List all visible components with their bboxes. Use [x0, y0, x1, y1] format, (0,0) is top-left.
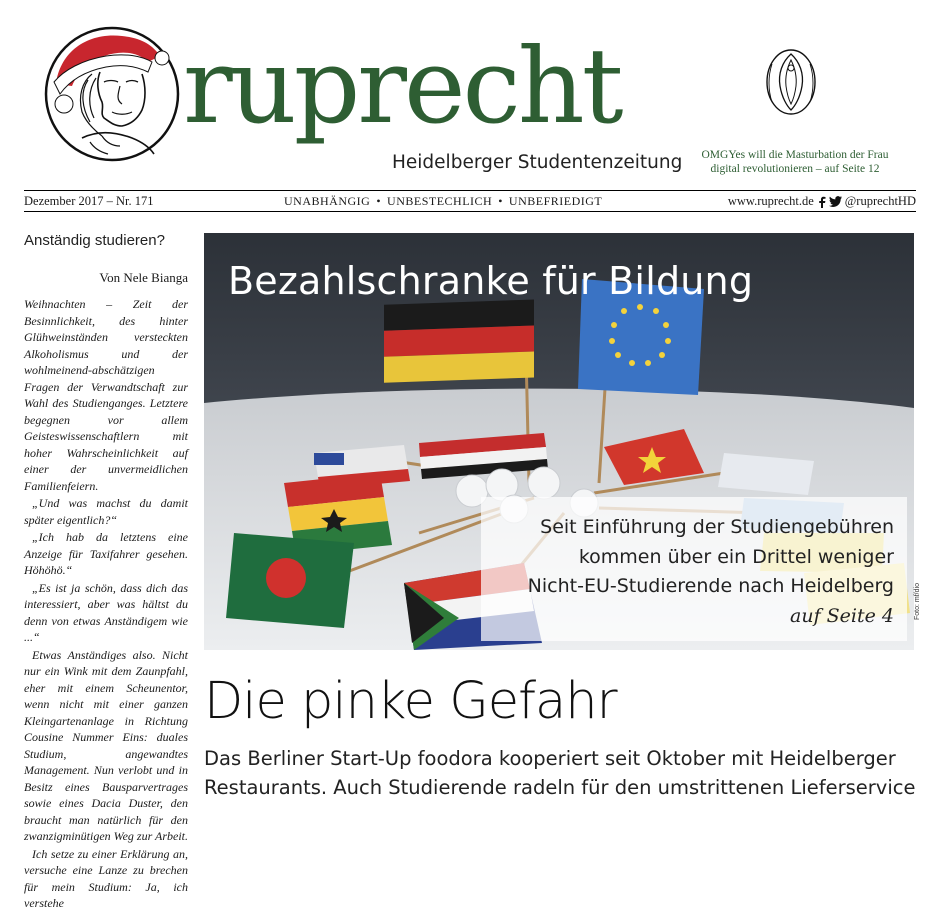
caption-line: kommen über ein Drittel weniger	[578, 545, 894, 568]
motto-word: UNBEFRIEDIGT	[508, 194, 603, 208]
caption-line: Nicht-EU-Studierende nach Heidelberg	[527, 575, 894, 597]
website-link[interactable]: www.ruprecht.de	[727, 194, 814, 208]
photo-credit: Foto: mf/dio	[914, 583, 921, 620]
photo-caption[interactable]	[528, 513, 894, 631]
masthead-title[interactable]: ruprecht	[183, 25, 621, 147]
motto-word: UNBESTECHLICH	[387, 194, 493, 208]
teaser-link[interactable]: OMGYes will die Masturbation der Frau digital revolutionieren – auf Seite 12	[701, 149, 889, 175]
vulva-sketch-icon[interactable]	[760, 46, 822, 116]
column-paragraph: Weihnachten – Zeit der Besinnlichkeit, des hinter Glühweinständen versteckten Alkoholismus und der wohlmeinend-abschätzigen Fragen der Verwandtschaft zur Wahl des Studienganges. Letztere begegnen vor allem Geisteswissenschaftlern mit hoher Wahrscheinlichkeit auf einer der unvermeidlichen Familienfeiern.	[24, 297, 188, 493]
article-lead: Das Berliner Start-Up foodora kooperiert seit Oktober mit Heidelberger Restaurants. Auch Studierende radeln für den umstrittenen Lieferservice	[204, 747, 916, 799]
issue-label: Dezember 2017 – Nr. 171	[24, 194, 154, 208]
column-paragraph: „Ich hab da letztens eine Anzeige für Taxifahrer gesehen. Höhöhö.“	[24, 530, 188, 577]
motto-word: UNABHÄNGIG	[284, 194, 371, 208]
photo-headline[interactable]: Bezahlschranke für Bildung	[228, 259, 754, 303]
column-title[interactable]: Anständig studieren?	[24, 232, 165, 249]
santa-hat-portrait-logo	[42, 22, 182, 162]
motto: UNABHÄNGIG • UNBESTECHLICH • UNBEFRIEDIGT	[284, 194, 603, 208]
cover-photo[interactable]	[204, 233, 914, 650]
column-body	[24, 296, 189, 910]
social-handle[interactable]: @ruprechtHD	[844, 194, 916, 208]
twitter-icon[interactable]	[829, 196, 842, 207]
masthead-subtitle: Heidelberger Studentenzeitung	[392, 152, 683, 173]
column-paragraph: Etwas Anständiges also. Nicht nur ein Wink mit dem Zaunpfahl, eher mit einem Scheunentor, wenn nicht mit einer ganzen Kleingartenanlage in Richtung Cousine Nummer Eins: duales Studium, angewandtes Management. Nun verlobt und in Besitz eines Bausparvertrages sowie eines Dacia Duster, den braucht man natürlich für den zwanzigminütigen Weg zur Arbeit.	[24, 647, 189, 843]
article-headline[interactable]: Die pinke Gefahr	[204, 672, 617, 731]
social-links	[728, 194, 916, 209]
caption-page-ref[interactable]: auf Seite 4	[790, 604, 894, 627]
facebook-icon[interactable]	[817, 196, 826, 208]
caption-line: Seit Einführung der Studiengebühren	[540, 516, 894, 538]
column-paragraph: „Es ist ja schön, dass dich das interessiert, aber was hältst du denn von etwas Anständigem wie ...“	[24, 580, 188, 644]
column-paragraph: Ich setze zu einer Erklärung an, versuche eine Lanze zu brechen für mein Studium: Ja, ich verstehe	[24, 846, 188, 910]
column-paragraph: „Und was machst du damit später eigentlich?“	[24, 496, 188, 527]
logo[interactable]	[42, 22, 182, 162]
column-author: Von Nele Bianga	[99, 270, 188, 285]
info-bar	[24, 190, 916, 212]
